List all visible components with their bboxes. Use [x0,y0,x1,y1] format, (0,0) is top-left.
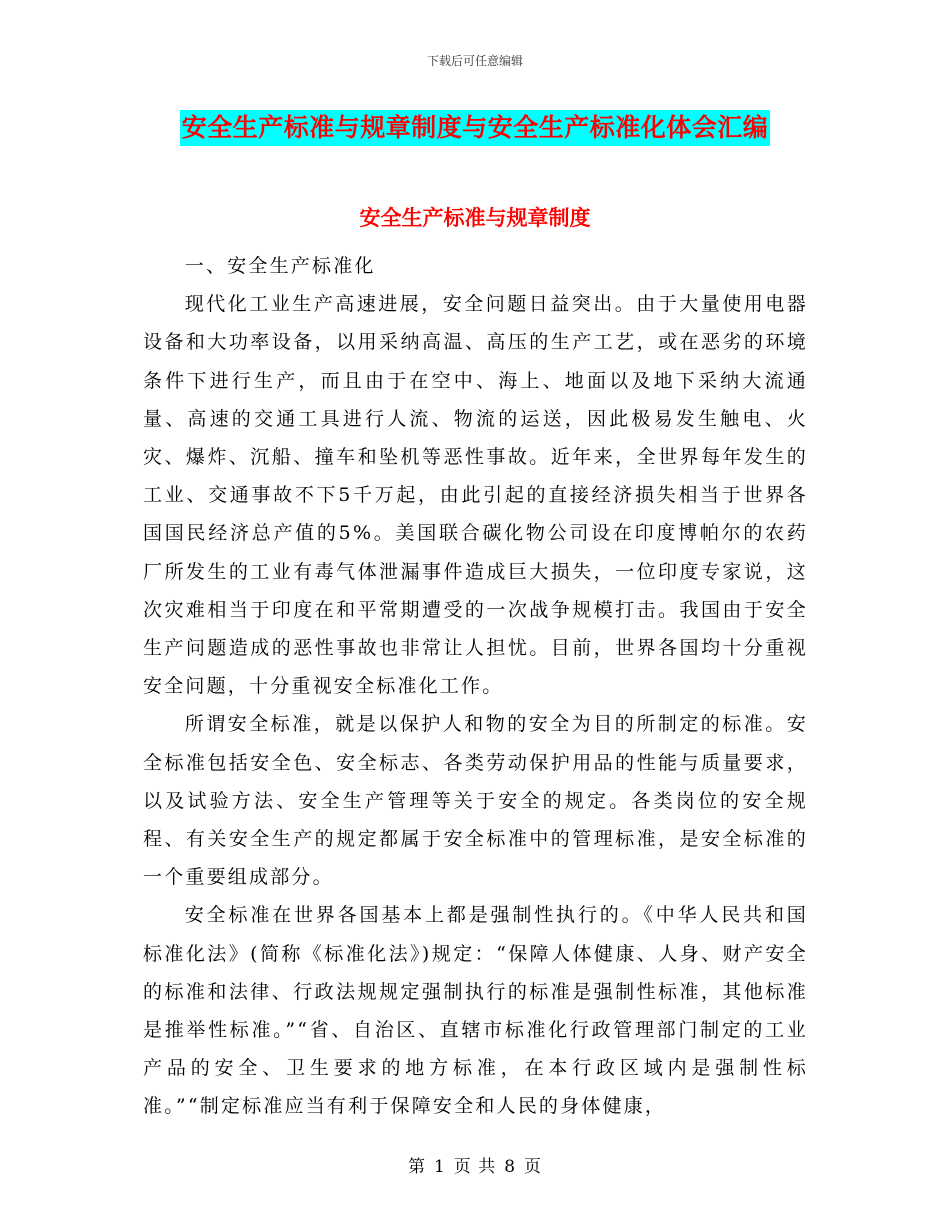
footer-suffix: 页 [524,1157,543,1177]
footer-middle: 页 共 [453,1157,497,1177]
footer-prefix: 第 [407,1157,426,1177]
body-paragraph: 安全标准在世界各国基本上都是强制性执行的。《中华人民共和国标准化法》(简称《标准化法》)规定：“保障人体健康、人身、财产安全的标准和法律、行政法规规定强制执行的标准是强制性标准，其他标准是推举性标准。”“省、自治区、直辖市标准化行政管理部门制定的工业产品的安全、卫生要求的地方标准，在本行政区域内是强制性标准。”“制定标准应当有利于保障安全和人民的身体健康， [143,904,808,1118]
main-title-container [0,110,950,146]
body-paragraph: 所谓安全标准，就是以保护人和物的安全为目的所制定的标准。安全标准包括安全色、安全标志、各类劳动保护用品的性能与质量要求，以及试验方法、安全生产管理等关于安全的规定。各类岗位的安全规程、有关安全生产的规定都属于安全标准中的管理标准，是安全标准的一个重要组成部分。 [143,713,808,889]
main-title: 安全生产标准与规章制度与安全生产标准化体会汇编 [180,110,771,146]
document-body [143,247,808,1126]
body-paragraph: 现代化工业生产高速进展，安全问题日益突出。由于大量使用电器设备和大功率设备，以用采纳高温、高压的生产工艺，或在恶劣的环境条件下进行生产，而且由于在空中、海上、地面以及地下采纳大流通量、高速的交通工具进行人流、物流的运送，因此极易发生触电、火灾、爆炸、沉船、撞车和坠机等恶性事故。近年来，全世界每年发生的工业、交通事故不下5千万起，由此引起的直接经济损失相当于世界各国国民经济总产值的5%。美国联合碳化物公司设在印度博帕尔的农药厂所发生的工业有毒气体泄漏事件造成巨大损失，一位印度专家说，这次灾难相当于印度在和平常期遭受的一次战争规模打击。我国由于安全生产问题造成的恶性事故也非常让人担忧。目前，世界各国均十分重视安全问题，十分重视安全标准化工作。 [143,293,808,698]
page-header: 下载后可任意编辑 [426,54,523,68]
current-page-number: 1 [433,1157,446,1177]
body-paragraph-heading: 一、安全生产标准化 [184,255,376,277]
page-footer [0,1152,950,1177]
section-title: 安全生产标准与规章制度 [359,205,591,230]
total-page-number: 8 [504,1157,517,1177]
